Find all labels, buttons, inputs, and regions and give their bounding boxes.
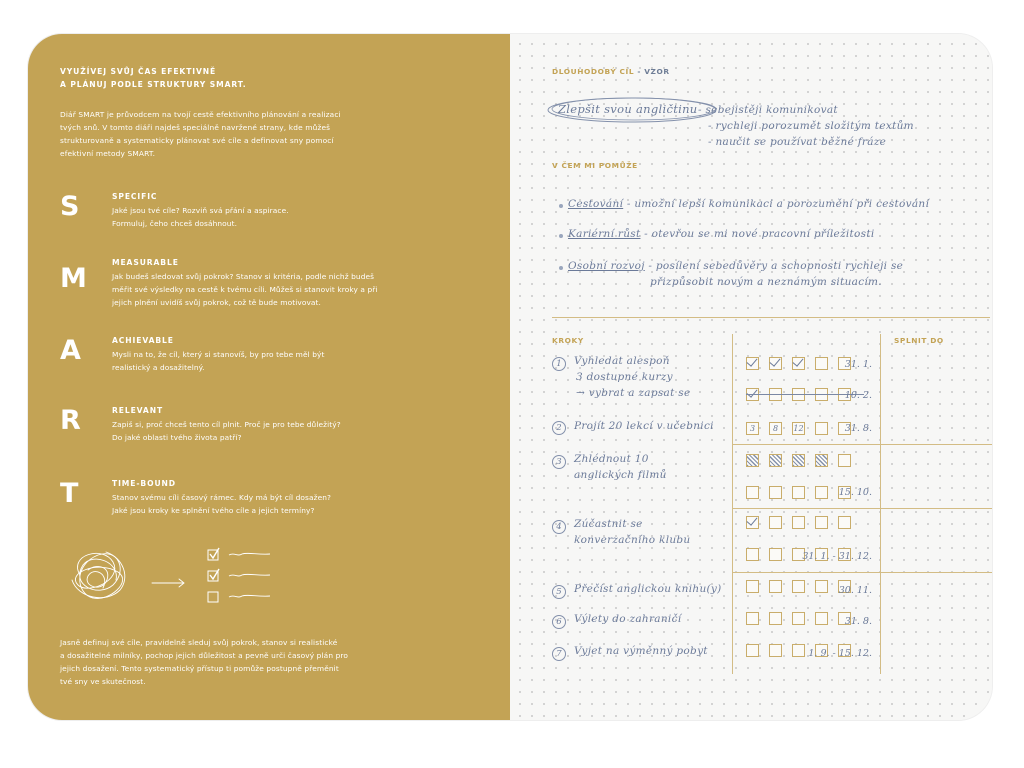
step-text: Vyhledat alespoň xyxy=(574,355,670,367)
step-text: konverzačního klubu xyxy=(574,534,691,546)
smart-info-page xyxy=(28,34,510,720)
deadline: 31. 1. - 31. 12. xyxy=(802,551,872,562)
smart-letter: A xyxy=(60,335,81,366)
description-line: Mysli na to, že cíl, který si stanovíš, by pro tebe měl být xyxy=(112,350,325,359)
long-term-goal-label xyxy=(552,67,670,76)
smart-description xyxy=(112,204,412,230)
empty-checkbox[interactable] xyxy=(792,516,805,529)
step-number: 4 xyxy=(552,520,566,534)
step-text: Projít 20 lekcí v učebnici xyxy=(574,420,714,432)
help-term: Osobní rozvoj xyxy=(568,260,645,272)
step-text: 3 dostupné kurzy xyxy=(576,371,673,383)
step-text: anglických filmů xyxy=(574,469,667,481)
smart-heading: ACHIEVABLE xyxy=(112,336,174,345)
outro-line: a dosažitelné milníky, pochop jejich důležitost a pevně urči časový plán pro xyxy=(60,651,349,660)
empty-checkbox[interactable] xyxy=(769,644,782,657)
smart-description xyxy=(112,348,412,374)
step-number: 2 xyxy=(552,421,566,435)
description-line: realistický a dosažitelný. xyxy=(112,363,205,372)
label-suffix: - VZOR xyxy=(634,67,670,76)
checkbox-row xyxy=(746,516,851,529)
deadline: 31. 8. xyxy=(844,616,872,627)
column-divider xyxy=(732,334,733,674)
empty-checkbox[interactable] xyxy=(769,580,782,593)
empty-checkbox[interactable] xyxy=(815,516,828,529)
empty-checkbox[interactable] xyxy=(769,516,782,529)
description-line: Jaké jsou kroky ke splnění tvého cíle a jejich termíny? xyxy=(112,506,315,515)
smart-letter: M xyxy=(60,263,87,294)
hatched-checkbox[interactable] xyxy=(792,454,805,467)
step-number: 7 xyxy=(552,647,566,661)
divider xyxy=(552,317,990,318)
smart-heading: TIME-BOUND xyxy=(112,479,176,488)
description-line: Zapiš si, proč chceš tento cíl plnit. Proč je pro tebe důležitý? xyxy=(112,420,341,429)
intro-line: tvých snů. V tomto diáři najdeš speciálně navržené strany, kde můžeš xyxy=(60,123,331,132)
bullet xyxy=(559,266,563,270)
checked-checkbox[interactable] xyxy=(746,357,759,370)
smart-description xyxy=(112,491,412,517)
row-divider xyxy=(732,572,992,573)
empty-checkbox[interactable] xyxy=(769,486,782,499)
goal-detail: - rychleji porozumět složitým textům xyxy=(708,120,914,132)
empty-checkbox[interactable] xyxy=(769,548,782,561)
help-term: Cestování xyxy=(568,198,624,210)
help-text: - umožní lepší komunikaci a porozumění při cestování xyxy=(623,198,930,210)
checkbox-row xyxy=(746,454,851,467)
smart-description xyxy=(112,270,412,309)
checked-checkbox[interactable] xyxy=(769,357,782,370)
empty-checkbox[interactable] xyxy=(746,612,759,625)
hatched-checkbox[interactable] xyxy=(769,454,782,467)
deadline: 31. 1. xyxy=(844,359,872,370)
hatched-checkbox[interactable] xyxy=(746,454,759,467)
intro-line: efektivní metody SMART. xyxy=(60,149,156,158)
row-divider xyxy=(732,444,992,445)
bullet xyxy=(559,234,563,238)
deadline: 31. 8. xyxy=(844,423,872,434)
description-line: Jaké jsou tvé cíle? Rozviň svá přání a aspirace. xyxy=(112,206,289,215)
step-number: 1 xyxy=(552,357,566,371)
smart-letter: R xyxy=(60,405,81,436)
deadline: 30. 11. xyxy=(838,585,872,596)
help-text-continued: přizpůsobit novým a neznámým situacím. xyxy=(650,276,882,288)
tangled-scribble-to-checklist-icon xyxy=(58,540,318,610)
goal-detail: - naučit se používat běžné fráze xyxy=(708,136,887,148)
smart-letter: T xyxy=(60,478,79,509)
hatched-checkbox[interactable] xyxy=(815,454,828,467)
row-divider xyxy=(732,508,992,509)
annotated-checkbox[interactable]: 3 xyxy=(746,422,759,435)
outro-line: Jasně definuj své cíle, pravidelně sleduj svůj pokrok, stanov si realistické xyxy=(60,638,338,647)
bullet xyxy=(559,204,563,208)
column-divider xyxy=(880,334,881,674)
step-text: Zhlédnout 10 xyxy=(574,453,649,465)
empty-checkbox[interactable] xyxy=(838,454,851,467)
step-text: Zúčastnit se xyxy=(574,518,643,530)
empty-checkbox[interactable] xyxy=(746,644,759,657)
description-line: jejich plnění uvidíš svůj pokrok, což tě bude motivovat. xyxy=(112,298,321,307)
smart-letter: S xyxy=(60,191,80,222)
step-text: Výlety do zahraničí xyxy=(574,613,682,625)
help-text: - otevřou se mi nové pracovní příležitosti xyxy=(640,228,875,240)
title-line: A PLÁNUJ PODLE STRUKTURY SMART. xyxy=(60,80,247,89)
empty-checkbox[interactable] xyxy=(746,548,759,561)
planner-spread xyxy=(28,34,992,720)
annotated-checkbox[interactable]: 8 xyxy=(769,422,782,435)
label-text: DLOUHODOBÝ CÍL xyxy=(552,67,635,76)
smart-heading: SPECIFIC xyxy=(112,192,158,201)
page-title xyxy=(60,65,360,91)
description-line: Do jaké oblasti tvého života patří? xyxy=(112,433,242,442)
empty-checkbox[interactable] xyxy=(838,516,851,529)
smart-heading: MEASURABLE xyxy=(112,258,179,267)
step-text: Přečíst anglickou knihu(y) xyxy=(574,583,722,595)
step-number: 5 xyxy=(552,585,566,599)
intro-line: Diář SMART je průvodcem na tvojí cestě efektivního plánování a realizaci xyxy=(60,110,341,119)
step-number: 3 xyxy=(552,455,566,469)
smart-description xyxy=(112,418,412,444)
empty-checkbox[interactable] xyxy=(746,486,759,499)
intro-paragraph xyxy=(60,108,400,160)
splnit-do-header: SPLNIT DO xyxy=(894,336,944,345)
deadline: 10. 2. xyxy=(844,390,872,401)
goal-worksheet-page xyxy=(510,34,992,720)
step-text: → vybrat a zapsat se xyxy=(576,387,691,399)
help-item xyxy=(568,198,929,210)
description-line: Jak budeš sledovat svůj pokrok? Stanov si kritéria, podle nichž budeš xyxy=(112,272,375,281)
step-text: Vyjet na výměnný pobyt xyxy=(574,645,708,657)
smart-heading: RELEVANT xyxy=(112,406,164,415)
title-line: VYUŽÍVEJ SVŮJ ČAS EFEKTIVNĚ xyxy=(60,67,217,76)
help-label: V ČEM MI POMŮŽE xyxy=(552,161,638,170)
empty-checkbox[interactable] xyxy=(769,612,782,625)
description-line: Formuluj, čeho chceš dosáhnout. xyxy=(112,219,238,228)
description-line: Stanov svému cíli časový rámec. Kdy má být cíl dosažen? xyxy=(112,493,332,502)
kroky-header: KROKY xyxy=(552,336,584,345)
goal-main: Zlepšit svou angličtinu xyxy=(558,102,698,116)
help-item xyxy=(568,260,903,272)
step-number: 6 xyxy=(552,615,566,629)
empty-checkbox[interactable] xyxy=(746,580,759,593)
deadline: 15. 10. xyxy=(838,487,872,498)
annotated-checkbox[interactable]: 12 xyxy=(793,424,804,433)
checked-checkbox[interactable] xyxy=(746,516,759,529)
outro-line: tvé sny ve skutečnost. xyxy=(60,677,146,686)
intro-line: strukturovaně a systematicky plánovat své cíle a definovat sny pomocí xyxy=(60,136,334,145)
outro-paragraph xyxy=(60,636,410,688)
help-item xyxy=(568,228,875,240)
help-text: - posílení sebedůvěry a schopnosti rychleji se xyxy=(644,260,904,272)
help-term: Kariérní růst xyxy=(568,228,641,240)
deadline: 1. 9. - 15. 12. xyxy=(808,648,872,659)
outro-line: jejich dosažení. Tento systematický přístup ti pomůže postupně přeměnit xyxy=(60,664,339,673)
description-line: měřit své výsledky na cestě k tvému cíli. Můžeš si stanovit kroky a při xyxy=(112,285,378,294)
goal-detail: - sebejistěji komunikovat xyxy=(698,104,838,116)
